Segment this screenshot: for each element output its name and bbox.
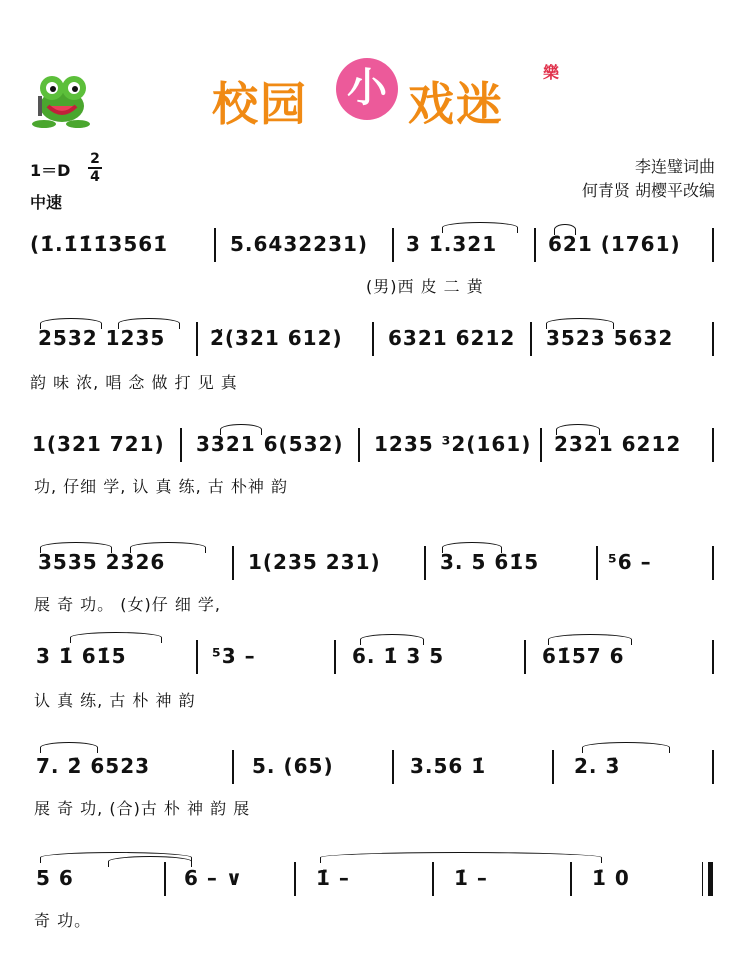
barline	[712, 750, 714, 784]
slur	[582, 742, 670, 753]
measure: 1̇ –	[316, 866, 350, 890]
barline	[432, 862, 434, 896]
barline	[524, 640, 526, 674]
lyric-line-7: 奇 功。	[34, 911, 92, 930]
measure: 5 6	[36, 866, 74, 890]
measure: 3535 2326	[38, 550, 166, 574]
barline	[570, 862, 572, 896]
barline	[552, 750, 554, 784]
final-barline-thick	[708, 862, 713, 896]
measure: 3 1̇.321	[406, 232, 498, 256]
slur	[554, 224, 576, 235]
barline	[196, 322, 198, 356]
slur	[442, 542, 502, 553]
barline	[712, 640, 714, 674]
barline	[164, 862, 166, 896]
measure: 1235 ³2(161)	[374, 432, 532, 456]
measure: 6321 6212	[388, 326, 516, 350]
barline	[196, 640, 198, 674]
slur	[220, 424, 262, 435]
measure: 1̇ 0	[592, 866, 630, 890]
measure: 3523 5632	[546, 326, 674, 350]
lyric-line-2: 韵 味 浓, 唱 念 做 打 见 真	[30, 373, 238, 392]
slur	[442, 222, 518, 233]
barline	[596, 546, 598, 580]
slur	[40, 742, 98, 753]
measure: 1̇ –	[454, 866, 488, 890]
music-stamp: 樂	[543, 63, 560, 82]
measure: 2532 1235	[38, 326, 166, 350]
lyric-line-6: 展 奇 功, (合)古 朴 神 韵 展	[34, 799, 251, 818]
time-bottom: 4	[90, 168, 100, 185]
barline	[530, 322, 532, 356]
barline	[334, 640, 336, 674]
measure: 3.56 1̇	[410, 754, 487, 778]
measure: 61̇57 6	[542, 644, 625, 668]
frog-mascot-icon	[30, 66, 92, 130]
measure: ⁵6 –	[608, 550, 652, 574]
barline	[424, 546, 426, 580]
barline	[358, 428, 360, 462]
measure: 7. 2̇ 6523	[36, 754, 151, 778]
measure: 6 – ∨	[184, 866, 244, 890]
measure: 3 1̇ 61̇5	[36, 644, 127, 668]
measure: 6̇21 (1761)	[548, 232, 681, 256]
slur	[360, 634, 424, 645]
measure: 5.6432231)	[230, 232, 369, 256]
credit-lyricist: 李连璧词曲	[634, 157, 715, 176]
barline	[180, 428, 182, 462]
lyric-line-4: 展 奇 功。 (女)仔 细 学,	[34, 595, 222, 614]
lyric-line-3: 功, 仔细 学, 认 真 练, 古 朴神 韵	[34, 477, 288, 496]
lyric-line-5: 认 真 练, 古 朴 神 韵	[34, 691, 196, 710]
barline	[712, 428, 714, 462]
measure: 1(321 721)	[32, 432, 165, 456]
time-signature	[88, 152, 102, 184]
measure: 3321 6(532)	[196, 432, 344, 456]
barline	[294, 862, 296, 896]
measure: 2. 3̇	[574, 754, 621, 778]
measure: 6. 1̇ 3 5	[352, 644, 445, 668]
time-top: 2	[90, 151, 100, 167]
barline	[392, 750, 394, 784]
credit-arranger: 何青贤 胡樱平改编	[581, 181, 715, 200]
measure: 3. 5 61̇5	[440, 550, 540, 574]
score-line-7	[0, 862, 743, 922]
barline	[534, 228, 536, 262]
measure: 2321 6212	[554, 432, 682, 456]
barline	[232, 546, 234, 580]
barline	[372, 322, 374, 356]
barline	[540, 428, 542, 462]
measure: 2̃(321 612)	[210, 326, 343, 350]
slur	[130, 542, 206, 553]
barline	[214, 228, 216, 262]
page-title-part1: 校园	[212, 77, 308, 131]
slur	[40, 542, 112, 553]
measure: 5. (65)	[252, 754, 334, 778]
barline	[712, 322, 714, 356]
tempo-marking: 中速	[30, 193, 63, 212]
title-badge: 小	[336, 58, 398, 120]
slur	[320, 852, 602, 863]
final-barline-thin	[702, 862, 703, 896]
barline	[232, 750, 234, 784]
key-signature: 1＝D	[30, 161, 71, 180]
barline	[712, 228, 714, 262]
measure: 1(235 231)	[248, 550, 381, 574]
barline	[392, 228, 394, 262]
barline	[712, 546, 714, 580]
measure: (1̇.1̇1̇1̇3561̇	[30, 232, 169, 256]
slur	[118, 318, 180, 329]
slur	[40, 318, 102, 329]
page-title-part2: 戏迷	[408, 77, 504, 131]
measure: ⁵3 –	[212, 644, 256, 668]
slur	[108, 856, 192, 867]
slur	[70, 632, 162, 643]
slur	[546, 318, 614, 329]
lyric-line-1: (男)西 皮 二 黄	[366, 277, 484, 296]
slur	[556, 424, 600, 435]
slur	[548, 634, 632, 645]
